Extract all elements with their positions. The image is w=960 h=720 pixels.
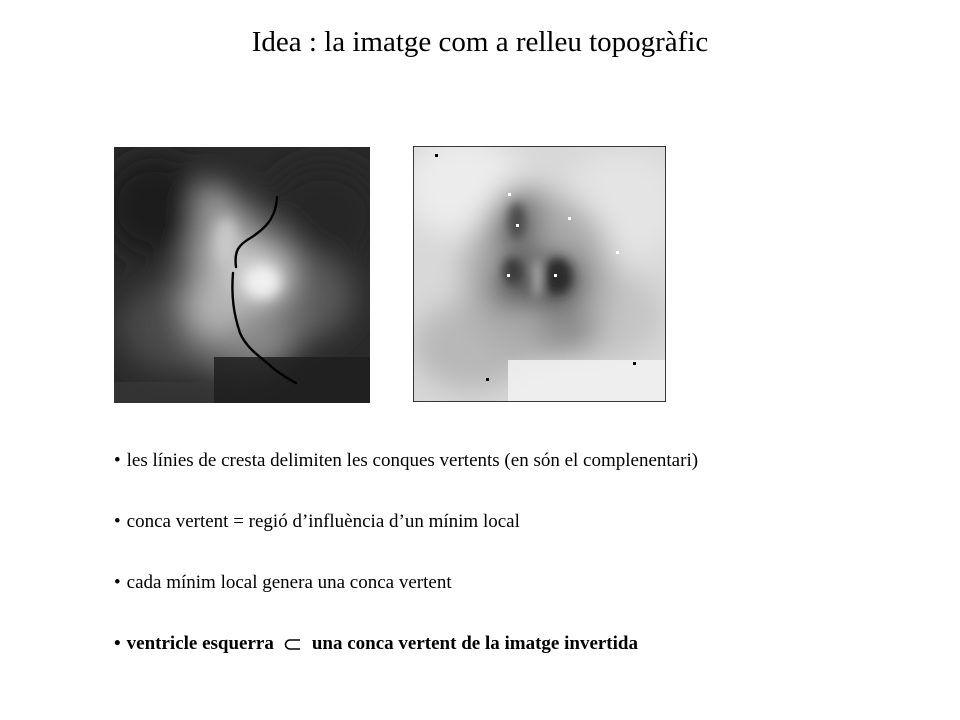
grayscale-heart-image bbox=[114, 147, 370, 403]
bullet-marker: • bbox=[114, 633, 121, 654]
bullet-item bbox=[114, 446, 934, 476]
bullet-text: les línies de cresta delimiten les conques vertents (en són el complenentari) bbox=[126, 450, 699, 471]
minimum-marker bbox=[616, 251, 619, 254]
minimum-marker bbox=[633, 362, 636, 365]
minimum-marker bbox=[516, 224, 519, 227]
slide-title: Idea : la imatge com a relleu topogràfic bbox=[251, 26, 709, 58]
bullet-text: conca vertent = regió d’influència d’un mínim local bbox=[126, 511, 520, 532]
bullet-item bbox=[114, 568, 934, 598]
bullet-text-after: una conca vertent de la imatge invertida bbox=[311, 633, 638, 654]
bullet-list bbox=[114, 446, 934, 690]
subset-symbol-icon bbox=[284, 630, 300, 641]
bullet-marker: • bbox=[114, 450, 121, 471]
minimum-marker bbox=[435, 154, 438, 157]
bullet-marker: • bbox=[114, 572, 121, 593]
minimum-marker bbox=[486, 378, 489, 381]
inverted-heart-image bbox=[413, 146, 666, 402]
minimum-marker bbox=[508, 193, 511, 196]
bullet-item bbox=[114, 507, 934, 537]
bullet-text-before: ventricle esquerra bbox=[126, 633, 274, 654]
bullet-marker: • bbox=[114, 511, 121, 532]
bullet-item-emphasized bbox=[114, 629, 934, 659]
minimum-marker bbox=[507, 274, 510, 277]
minimum-marker bbox=[568, 217, 571, 220]
minimum-marker bbox=[554, 274, 557, 277]
bullet-text: cada mínim local genera una conca vertent bbox=[126, 572, 452, 593]
